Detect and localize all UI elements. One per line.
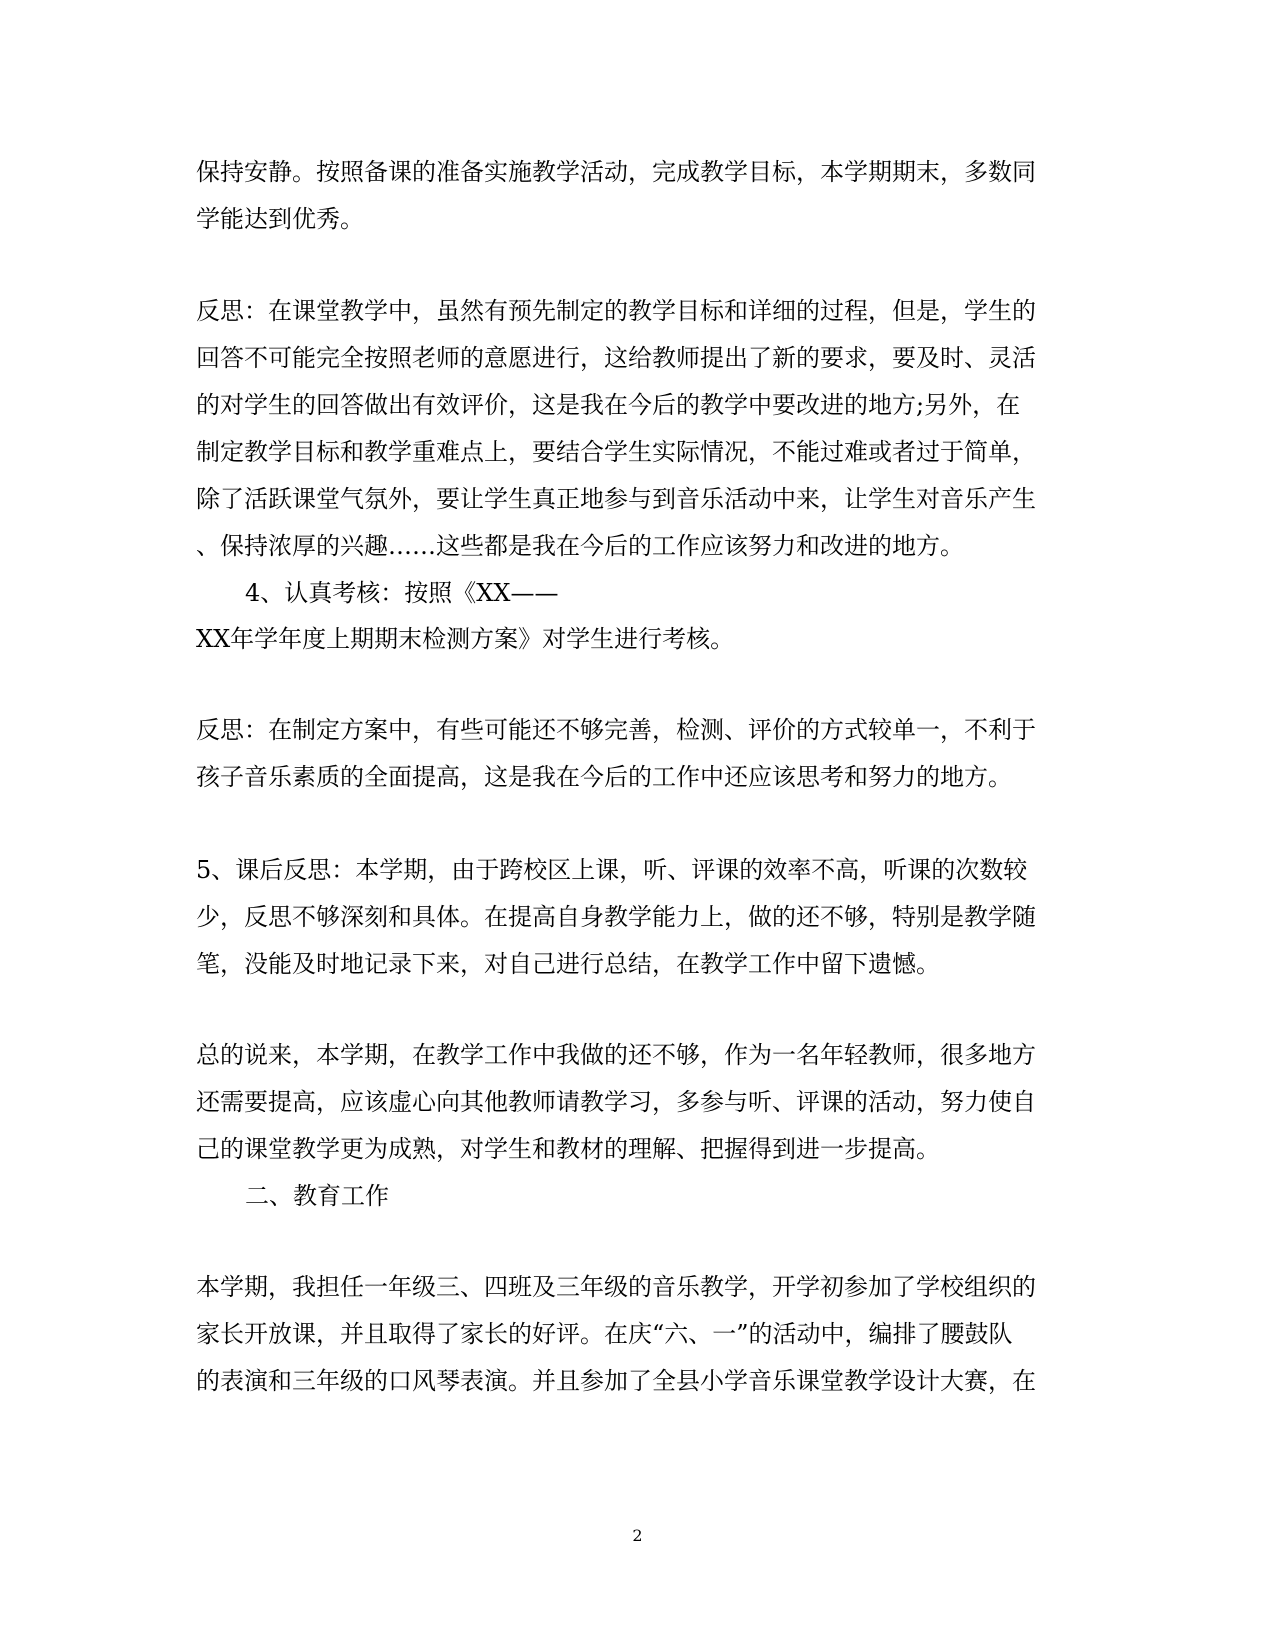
text-line: 、保持浓厚的兴趣……这些都是我在今后的工作应该努力和改进的地方。 (196, 532, 964, 560)
text-line: 少，反思不够深刻和具体。在提高自身教学能力上，做的还不够，特别是教学随 (196, 903, 1036, 931)
text-line: 还需要提高，应该虚心向其他教师请教学习，多参与听、评课的活动，努力使自 (196, 1088, 1036, 1116)
text-line: 本学期，我担任一年级三、四班及三年级的音乐教学，开学初参加了学校组织的 (196, 1273, 1036, 1301)
text-line: 学能达到优秀。 (196, 205, 364, 233)
text-line: 保持安静。按照备课的准备实施教学活动，完成教学目标，本学期期末，多数同 (196, 158, 1036, 186)
text-line: 反思：在制定方案中，有些可能还不够完善，检测、评价的方式较单一，不利于 (196, 716, 1036, 744)
page-number: 2 (632, 1526, 643, 1545)
text-line: 除了活跃课堂气氛外，要让学生真正地参与到音乐活动中来，让学生对音乐产生 (196, 485, 1036, 513)
text-line: 己的课堂教学更为成熟，对学生和教材的理解、把握得到进一步提高。 (196, 1135, 940, 1163)
text-line: 孩子音乐素质的全面提高，这是我在今后的工作中还应该思考和努力的地方。 (196, 763, 1012, 791)
text-line: 家长开放课，并且取得了家长的好评。在庆“六、一”的活动中，编排了腰鼓队 (196, 1320, 1013, 1348)
text-line: 总的说来，本学期，在教学工作中我做的还不够，作为一名年轻教师，很多地方 (196, 1041, 1036, 1069)
text-line: 5、课后反思：本学期，由于跨校区上课，听、评课的效率不高，听课的次数较 (196, 856, 1028, 884)
text-line: 反思：在课堂教学中，虽然有预先制定的教学目标和详细的过程，但是，学生的 (196, 297, 1036, 325)
text-line: 的对学生的回答做出有效评价，这是我在今后的教学中要改进的地方;另外，在 (196, 391, 1021, 419)
text-line: 的表演和三年级的口风琴表演。并且参加了全县小学音乐课堂教学设计大赛，在 (196, 1367, 1036, 1395)
text-line: 制定教学目标和教学重难点上，要结合学生实际情况，不能过难或者过于简单， (196, 438, 1036, 466)
text-line: 回答不可能完全按照老师的意愿进行，这给教师提出了新的要求，要及时、灵活 (196, 344, 1036, 372)
text-line: 4、认真考核：按照《XX—— (245, 579, 559, 607)
text-line: 笔，没能及时地记录下来，对自己进行总结，在教学工作中留下遗憾。 (196, 950, 940, 978)
section-heading: 二、教育工作 (245, 1182, 389, 1210)
text-line: XX年学年度上期期末检测方案》对学生进行考核。 (196, 625, 735, 653)
